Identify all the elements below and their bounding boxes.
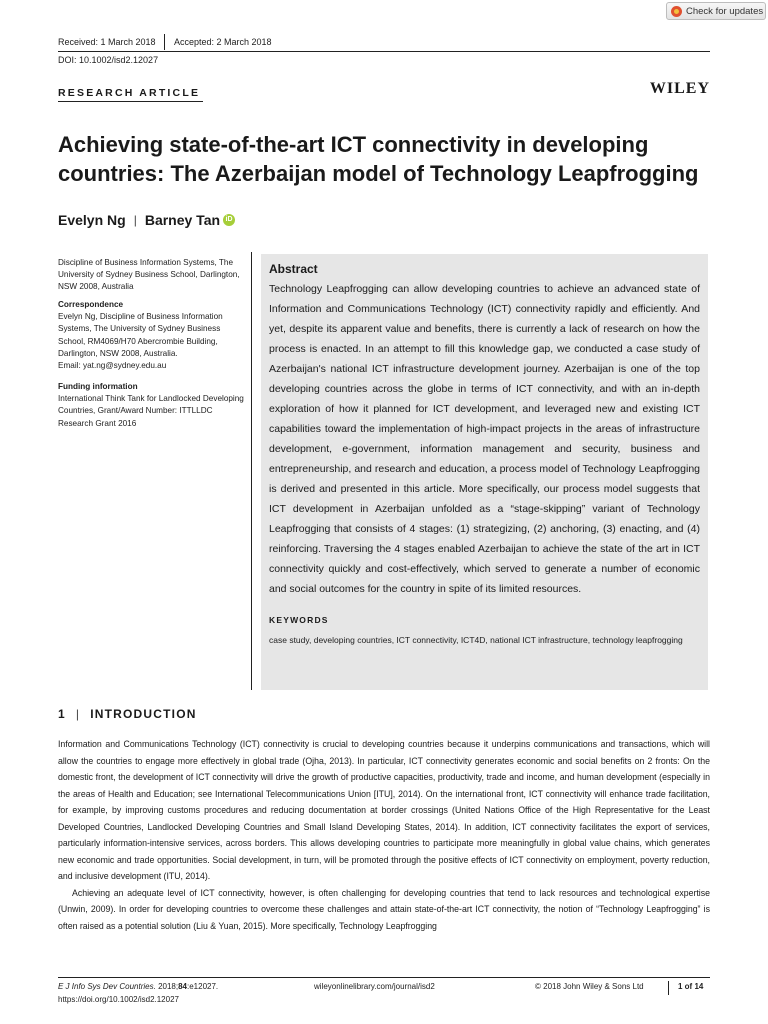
footer-rule xyxy=(58,977,710,978)
citation-volume: 84 xyxy=(178,982,187,991)
body-paragraph: Achieving an adequate level of ICT connectivity, however, is often challenging for developing countries that tend to lack resources and technological expertise (Unwin, 2009). In order for developing countries to overcome these challenges and attain state-of-the-art ICT connectivity, the notion of “Technology Leapfrogging” is often raised as a potential solution (Liu & Yuan, 2015). More specifically, Technology Leapfrogging xyxy=(58,887,710,931)
author-list xyxy=(58,212,235,228)
crossmark-icon xyxy=(671,6,682,17)
author-name[interactable]: Evelyn Ng xyxy=(58,212,126,228)
copyright: © 2018 John Wiley & Sons Ltd xyxy=(535,982,644,991)
article-type-underline xyxy=(58,101,203,102)
accepted-date: Accepted: 2 March 2018 xyxy=(174,37,272,47)
affiliation: Discipline of Business Information Systems, The University of Sydney Business School, Darlington, NSW 2008, Australia xyxy=(58,258,240,292)
abstract-box xyxy=(261,254,708,690)
orcid-icon[interactable]: iD xyxy=(223,214,235,226)
correspondence-heading: Correspondence xyxy=(58,300,124,309)
funding-heading: Funding information xyxy=(58,382,138,391)
citation-journal: E J Info Sys Dev Countries. xyxy=(58,982,156,991)
doi: DOI: 10.1002/isd2.12027 xyxy=(58,55,159,65)
citation-year: 2018; xyxy=(158,982,179,991)
article-title: Achieving state-of-the-art ICT connectivity in developing countries: The Azerbaijan model of Technology Leapfrogging xyxy=(58,132,699,186)
funding-text: International Think Tank for Landlocked Developing Countries, Grant/Award Number: ITTLLDC Research Grant 2016 xyxy=(58,394,244,428)
page-divider xyxy=(668,981,669,995)
meta-divider xyxy=(164,34,165,50)
correspondence-text: Evelyn Ng, Discipline of Business Information Systems, The University of Sydney Business School, RM4069/H70 Abercrombie Building, Darlington, NSW 2008, Australia. xyxy=(58,312,223,358)
journal-url-link[interactable]: wileyonlinelibrary.com/journal/isd2 xyxy=(314,982,435,991)
abstract-text: Technology Leapfrogging can allow developing countries to achieve an advanced state of Information and Communications Technology (ICT) connectivity rapidly and efficiently. And yet, despite its apparent value and benefits, there is currently a lack of research on how the process is enacted. In an attempt to fill this knowledge gap, we conducted a case study of Azerbaijan's national ICT infrastructure development journey. Azerbaijan is one of the top developing countries across the globe in terms of ICT connectivity, and with an in-depth exploration of how it planned for ICT development, and leveraged new and existing ICT capabilities toward the implementation of high-impact projects in the areas of infrastructure development, e-government, information management and security, business and entrepreneurship, and research and education, a process model of Technology Leapfrogging is derived and presented in this article. More specifically, our process model suggests that ICT development in Azerbaijan unfolded as a “stage-skipping” variant of Technology Leapfrogging that consists of 4 stages: (1) strategizing, (2) anchoring, (3) enacting, and (4) reinforcing. Traversing the 4 stages enabled Azerbaijan to achieve the state of the art in ICT connectivity quickly and cost-effectively, which served to generate a number of economic and social outcomes for the country in spite of its limited resources. xyxy=(269,283,700,595)
received-date: Received: 1 March 2018 xyxy=(58,37,156,47)
section-number: 1 xyxy=(58,707,66,721)
check-for-updates-label: Check for updates xyxy=(686,5,764,17)
funding-block xyxy=(58,381,244,430)
citation-article: :e12027. xyxy=(187,982,219,991)
article-type: RESEARCH ARTICLE xyxy=(58,87,201,99)
column-divider xyxy=(251,252,252,690)
citation xyxy=(58,982,218,991)
author-separator: | xyxy=(133,213,137,227)
correspondence-email[interactable]: Email: yat.ng@sydney.edu.au xyxy=(58,361,167,371)
section-separator: | xyxy=(75,707,81,721)
section-heading xyxy=(58,707,197,721)
author-name[interactable]: Barney Tan xyxy=(144,212,221,228)
publisher-logo: WILEY xyxy=(649,80,710,97)
keywords-text: case study, developing countries, ICT connectivity, ICT4D, national ICT infrastructure, technology leapfrogging xyxy=(269,635,683,645)
body-text xyxy=(58,736,710,934)
keywords-heading: KEYWORDS xyxy=(269,615,329,625)
body-paragraph: Information and Communications Technology (ICT) connectivity is crucial to developing countries because it underpins communications and transactions, which will allow the countries to engage more effectively in global trade (Ojha, 2013). In particular, ICT connectivity generates economic and social benefits on 2 fronts: On the domestic front, the development of ICT connectivity will drive the growth of productive capacities, productivity, trade and income, and human development (especially in the areas of Health and Education; see International Telecommunications Union [ITU], 2014). On the international front, ICT connectivity will enhance trade facilitation, for example, by improving customs procedures and reducing documentation at border crossings (United Nations Office of the High Representative for the Least Developed Countries, Landlocked Developing Countries and Small Island Developing States, 2014). In addition, ICT connectivity facilitates the export of services, particularly information-intensive services, across borders. This allows developing countries to participate more meaningfully in global value chains, which generates new economic and trade opportunities. Social development, in turn, will be promoted through the positive effects of ICT connectivity on employment, poverty reduction, and inclusive development (ITU, 2014). xyxy=(58,739,710,881)
footer-doi-link[interactable]: https://doi.org/10.1002/isd2.12027 xyxy=(58,995,179,1004)
page-number: 1 of 14 xyxy=(678,982,704,991)
section-title: INTRODUCTION xyxy=(90,707,197,721)
check-for-updates-button[interactable] xyxy=(666,2,766,20)
header-rule xyxy=(58,51,710,52)
correspondence-block xyxy=(58,299,244,372)
abstract-heading: Abstract xyxy=(269,262,318,276)
